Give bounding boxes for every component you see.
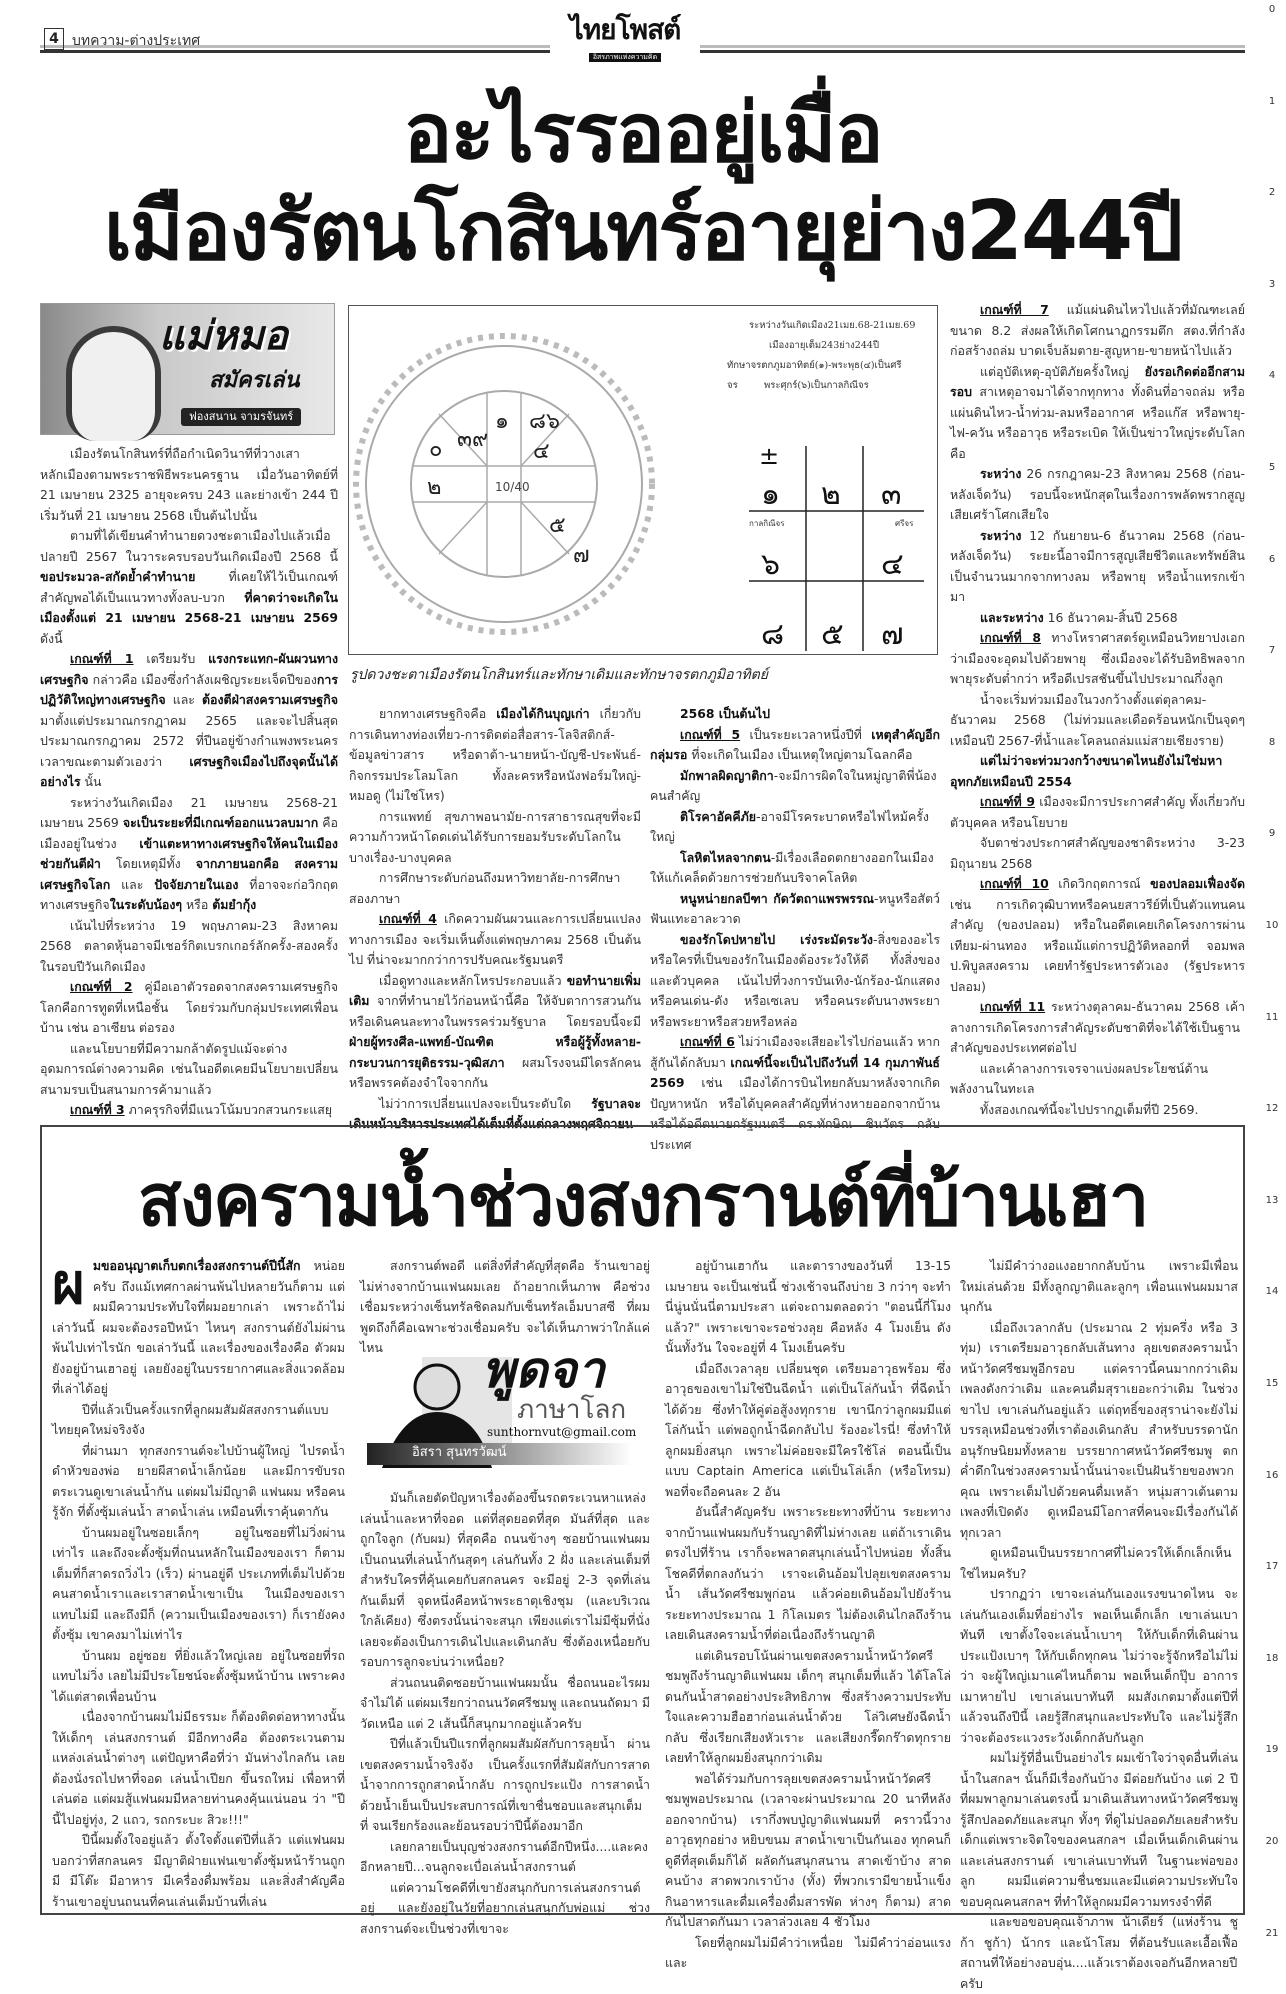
bold-text: ระหว่าง <box>980 527 1022 543</box>
paragraph: ปีที่แล้วเป็นครั้งแรกที่ลูกผมสัมผัสสงกรานต์แบบไทยยุคใหม่จริงจัง <box>52 1401 329 1437</box>
diagram-info-line: ทักษาจรตกภูมอาทิตย์(๑)-พระพุธ(๔)เป็นศรี <box>727 360 902 371</box>
bold-text: ต้องตีฝ่าสงครามเศรษฐกิจ <box>201 692 338 707</box>
paragraph: เกณฑ์ที่ 11 ระหว่างตุลาคม-ธันวาคม 2568 เค้าลางการเกิดโครงการสำคัญระดับชาติที่จะได้ใช้เป็นฐานสำคัญของประเทศต่อไป <box>950 999 1246 1055</box>
criterion-label: เกณฑ์ที่ 1 <box>70 651 134 666</box>
column-title: แม่หมอ <box>159 313 288 359</box>
ruler-mark: 1 <box>1268 95 1276 107</box>
bold-text: ต้มยำกุ้ง <box>212 897 257 912</box>
paragraph: ยากทางเศรษฐกิจคือ เมืองได้กินบุญเก่า เกี่ยวกับการเดินทางท่องเที่ยว-การติดต่อสื่อสาร-โลจิสติกส์-ข้อมูลข่าวสาร หรือดาต้า-นายหน้า-บัญชี-ประพันธ์-กิจกรรมประโลมโลก ทั้งละครหรือหนังฟอร์มใหญ่-หมอดู (ไม่ใช่โหร) <box>349 706 641 803</box>
bold-text: ปัจจัยภายในเอง <box>154 876 239 892</box>
paragraph: เกณฑ์ที่ 7 แม้แผ่นดินไหวไปแล้วที่มัณฑะเลย์ ขนาด 8.2 ส่งผลให้เกิดโศกนาฏกรรมตึก สตง.ที่กำลังก่อสร้างถล่ม บาดเจ็บล้มตาย-สูญหาย-ขายหน้าไปแล้ว <box>950 302 1245 358</box>
paragraph: ระหว่างวันเกิดเมือง 21 เมษายน 2568-21 เมษายน 2569 จะเป็นระยะที่มีเกณฑ์ออกแนวลบมาก คือเมืองอยู่ในช่วง เข้าแตะหาทางเศรษฐกิจให้คนในเมืองช่วยกันตีฝ่า โดยเหตุมีทั้ง จากภายนอกคือ สงครามเศรษฐกิจโลก และ ปัจจัยภายในเอง ที่อาจจะก่อวิกฤตทางเศรษฐกิจในระดับน้องๆ หรือ ต้มยำกุ้ง <box>40 794 339 912</box>
grid-note-right: ศรีจร <box>895 519 914 528</box>
diagram-caption: รูปดวงชะตาเมืองรัตนโกสินทร์และทักษาเดิมและทักษาจรตกภูมิอาทิตย์ <box>350 667 768 683</box>
grid-note-left: กาลกิณีจร <box>749 519 785 528</box>
ruler-mark: 20 <box>1265 1836 1279 1847</box>
paragraph: และระหว่าง 16 ธันวาคม-สิ้นปี 2568 <box>980 609 1178 625</box>
column-title: พูดจา <box>482 1341 605 1399</box>
article2-headline: สงครามน้ำช่วงสงกรานต์ที่บ้านเฮา <box>137 1158 1148 1242</box>
drop-cap: ผ <box>52 1252 85 1317</box>
diagram-info-line: พระศุกร์(๖)เป็นกาลกิณีจร <box>764 380 869 391</box>
ruler-mark: 7 <box>1268 645 1276 657</box>
bold-text: เมืองได้กินบุญเก่า <box>496 706 590 721</box>
paragraph: แต่เดินรอบโน้นผ่านเขตสงครามน้ำหน้าวัดศรีชมพูถึงร้านญาติแฟนผม เด็กๆ สนุกเต็มที่แล้ว ได้โลโล่ดนกันน้ำสาดอย่างประสิทธิภาพ ซึ่งสร้างความประทับใจและความฮือฮาก่อนเล่นน้ำด้วย โล่วิเศษยังฉีดน้ำกลับ ซึ่งเรียกเสียงหัวเราะ และเสียงกรี๊ดกร๊าดทุกราย เลยทำให้ลูกผมยิ่งสนุกกว่าเดิม <box>665 1647 951 1765</box>
criterion-label: เกณฑ์ที่ 8 <box>980 630 1042 645</box>
wheel-label: ๔ <box>533 439 550 464</box>
paragraph: มักพาลผิดญาติกา-จะมีการผิดใจในหมู่ญาติพี่น้องคนสำคัญ <box>650 767 937 803</box>
paragraph: และนโยบายที่มีความกล้าตัดรูปแม้จะต่างอุดมการณ์ต่างความคิด เช่นในอดีตเคยมีนโยบายเปลี่ยนสนามรบเป็นสนามการค้ามาแล้ว <box>40 1040 338 1097</box>
paragraph: เกณฑ์ที่ 2 คู่มือเอาตัวรอดจากสงครามเศรษฐกิจโลกคือการทูตที่เหนือชั้น โดยร่วมกับกลุ่มประเทศเพื่อนบ้าน เช่น อาเซียน ต่อรอง <box>40 979 339 1035</box>
paragraph: ตามที่ได้เขียนคำทำนายดวงชะตาเมืองไปแล้วเมื่อปลายปี 2567 ในวาระครบรอบวันเกิดเมืองปี 2568 นี้ ขอประมวล-สกัดย้ำคำทำนาย ที่เคยให้ไว้เป็นเกณฑ์สำคัญพอได้เป็นแนวทางทั้งลบ-บวก ที่คาดว่าจะเกิดในเมืองตั้งแต่ 21 เมษายน 2568-21 เมษายน 2569 ดังนี้ <box>40 528 338 646</box>
bold-text: เข้าแตะหาทางเศรษฐกิจให้คนในเมืองช่วยกันตีฝ่า <box>40 835 338 871</box>
horoscope-chart <box>349 306 939 656</box>
columnist-banner <box>40 303 335 435</box>
ruler-mark: 12 <box>1265 1103 1279 1115</box>
lead-text: หน่อยครับ ถึงแม้เทศกาลผ่านพ้นไปหลายวันก็ตาม แต่ผมมีความประทับใจที่ผมอยากเล่า เพราะถ้าไม่เล่าวันนี้ ผมจะต้องรอปีหน้า ไหนๆ สงกรานต์ยังไม่ผ่านพ้นไปเท่าไรนัก ขอเล่าวันนี้ และเรื่องของเรื่องคือ ตัวผมยังอยู่บ้านเฮาอยู่ เลยยังอยู่ในบรรยากาศและสิ่งแวดล้อมที่เล่าได้อยู่ <box>52 1258 345 1396</box>
criterion-label: เกณฑ์ที่ 11 <box>980 999 1046 1014</box>
paragraph: สงกรานต์พอดี แต่สิ่งที่สำคัญที่สุดคือ ร้านเขาอยู่ไม่ห่างจากบ้านแฟนผมเลย ถ้าอยากเห็นภาพ คือช่วงเชื่อมระหว่างเซ็นทรัลชิดลมกับเซ็นทรัลเอ็มบาสซี ที่ผมพูดถึงก็คือเฉพาะช่วงเชื่อมครับ จะได้เห็นภาพว่าใกล้แค่ไหน <box>360 1258 650 1355</box>
paragraph: ผมไม่รู้ที่อื่นเป็นอย่างไร ผมเข้าใจว่าจุดอื่นที่เล่นน้ำในสกลฯ นั้นก็มีเรื่องกันบ้าง มีต่อยกันบ้าง แต่ 2 ปีที่ผมพาลูกมาเล่นตรงนี้ มาเดินเส้นทางหน้าวัดศรีชมพู รู้สึกปลอดภัยและสนุก ทั้งๆ ที่ดูไม่ปลอดภัยเลยสำหรับเด็กแต่เพราะจิตใจของคนสกลฯ เมื่อเห็นเด็กเดินผ่านและเล่นสงกรานต์ เขาเล่นเบาทันที ในฐานะพ่อของลูก ผมมีแต่ความชื่นชมและมีแต่ความประทับใจ ขอบคุณคนสกลฯ ที่ทำให้ลูกผมมีความทรงจำที่ดี <box>960 1750 1238 1909</box>
paragraph: เกณฑ์ที่ 4 เกิดความผันผวนและการเปลี่ยนแปลงทางการเมือง จะเริ่มเห็นตั้งแต่พฤษภาคม 2568 เป็นต้นไป ที่น่าจะมากกว่าการปรับคณะรัฐมนตรี <box>349 911 641 967</box>
paragraph: การศึกษาระดับก่อนถึงมหาวิทยาลัย-การศึกษาสองภาษา <box>349 870 621 906</box>
ruler-mark: 14 <box>1265 1286 1279 1298</box>
ruler-mark: 5 <box>1268 462 1276 473</box>
bold-text: เกณฑ์นี้จะเป็นไปถึงวันที่ 14 กุมภาพันธ์ 2569 <box>650 1054 940 1090</box>
ruler-mark: 11 <box>1265 1011 1279 1023</box>
article1-column-3 <box>650 704 941 1152</box>
criterion-label: เกณฑ์ที่ 10 <box>980 876 1049 891</box>
logo-text: ไทยโพสต์ <box>569 13 681 46</box>
bold-text: ขอประมวล-สกัดย้ำคำทำนาย <box>40 569 196 584</box>
headline-line-2: เมืองรัตนโกสินทร์อายุย่าง244ปี <box>103 184 1182 279</box>
paragraph: เมื่อดูทางและหลักโหรประกอบแล้ว ขอทำนายเพิ่มเติม จากที่ทำนายไว้ก่อนหน้านี้คือ ให้จับตาการสวนกันหรือเดินคนละทางในพรรคร่วมรัฐบาล โดยรอบนี้จะมี ฝ่ายผู้ทรงศีล-แพทย์-บัณฑิต หรือผู้รู้ทั้งหลาย-กระบวนการยุติธรรม-วุฒิสภา ผสมโรงจนมีไดรลักคนหรือพรรคต้องจำใจจากกัน <box>349 972 641 1090</box>
paragraph: ทั้งสองเกณฑ์นี้จะไปปรากฏเต็มที่ปี 2569. <box>980 1101 1199 1117</box>
ruler-mark: 0 <box>1268 4 1276 15</box>
horoscope-diagram <box>348 305 938 655</box>
paragraph: เกณฑ์ที่ 5 เป็นระยะเวลาหนึ่งปีที่ เหตุสำคัญอีกกลุ่มรอ ที่จะเกิดในเมือง เป็นเหตุใหญ่ตามโฉลกคือ <box>650 726 941 762</box>
paragraph: เกณฑ์ที่ 1 เตรียมรับ แรงกระแทก-ผันผวนทางเศรษฐกิจ กล่าวคือ เมืองซึ่งกำลังเผชิญระยะเจ็ดปีของการปฏิวัติใหญ่ทางเศรษฐกิจ และ ต้องตีฝ่าสงครามเศรษฐกิจ มาตั้งแต่ประมาณกรกฎาคม 2565 และจะไปสิ้นสุดประมาณกรกฎาคม 2572 ที่ปีนอยู่ข้างกำแพงพระนครเวลาขณะตามตัวเองว่า เศรษฐกิจเมืองไปถึงจุดนั้นได้อย่างไร นั้น <box>40 651 339 789</box>
ruler-mark: 6 <box>1268 553 1276 565</box>
bold-text: ขอทำนายเพิ่มเติม <box>349 972 641 1008</box>
paragraph: เนื่องจากบ้านผมไม่มีธรรมะ ก็ต้องติดต่อหาทางนั้นให้เด็กๆ เล่นสงกรานต์ มีอีกทางคือ ต้องตระเวนตามแหล่งเล่นน้ำต่างๆ แต่ปัญหาคือที่ว่า มันห่างไกลกัน เลยต้องนั่งรถไปหาที่จอด เล่นน้ำเปียก ขึ้นรถใหม่ เพื่อหาที่เล่นต่อ แต่ผมสู้แฟนผมมีหลายท่านคงคุ้นแน่นอน ว่า "ปีนี้ไปอยู่ทุ่ง, 2 แถว, รถกระบะ สิวะ!!!" <box>52 1709 345 1827</box>
bold-text: ระหว่าง <box>980 466 1022 481</box>
bold-text: ฝ่ายผู้ทรงศีล-แพทย์-บัณฑิต หรือผู้รู้ทั้งหลาย-กระบวนการยุติธรรม-วุฒิสภา <box>349 1034 641 1070</box>
wheel-label: ๓๙ <box>457 427 489 452</box>
bold-text: ที่คาดว่าจะเกิดในเมืองตั้งแต่ 21 เมษายน 2568-21 เมษายน 2569 <box>40 589 338 625</box>
article2-column-4 <box>960 1256 1238 1991</box>
ruler-mark: 19 <box>1265 1744 1279 1756</box>
paragraph: ไม่มีคำว่างอแงอยากกลับบ้าน เพราะมีเพื่อนใหม่เล่นด้วย มีทั้งลูกญาติและลูกๆ เพื่อนแฟนผมมาสนุกกัน <box>960 1258 1238 1314</box>
paragraph <box>650 704 940 725</box>
criterion-label: เกณฑ์ที่ 6 <box>680 1034 735 1049</box>
taksa-grid-number: ๓ <box>881 477 902 512</box>
paragraph: บ้านผม อยู่ซอย ที่ยิ่งแล้วใหญ่เลย อยู่ในซอยที่รถแทบไม่วิ่ง เลยไม่มีประโยชน์จะตั้งซุ้มหน้าบ้าน เพราะคงได้แต่สาดเพื่อนบ้าน <box>52 1647 345 1704</box>
paragraph: โลหิตไหลจากตน-มีเรื่องเลือดตกยางออกในเมือง ให้แก้เคล็ดด้วยการช่วยกันบริจาคโลหิต <box>650 849 934 885</box>
paragraph: ส่วนถนนติดซอยบ้านแฟนผมนั้น ชื่อถนนอะไรผมจำไม่ได้ แต่ผมเรียกว่าถนนวัดศรีชมพู และถนนถัดมา มีวัดเหนือ แต่ 2 เส้นนี้ก็สนุกมากอยู่แล้วครับ <box>360 1674 650 1731</box>
article2-column-1-body <box>52 1400 345 1913</box>
diagram-info-line: ระหว่างวันเกิดเมือง21เมย.68-21เมย.69 <box>749 320 916 331</box>
taksa-grid-number: ๒ <box>821 477 841 512</box>
paragraph: ที่ผ่านมา ทุกสงกรานต์จะไปบ้านผู้ใหญ่ ไปรดน้ำดำหัวของพ่อ ยายผีสาดน้ำเล็กน้อย และมีการขับรถตระเวนดูเขาเล่นน้ำกัน แต่ผมไม่มีญาติ แฟนผม หรือคนรู้จัก ที่ตั้งซุ้มเล่นน้ำ สาดน้ำเล่น เหมือนที่เราคุ้นตากัน <box>52 1442 345 1519</box>
diagram-info <box>727 320 915 391</box>
logo-tagline: อิสรภาพแห่งความคิด <box>589 53 661 62</box>
taksa-grid-number: ๑ <box>761 477 781 512</box>
wheel-label: ๑ <box>495 409 509 434</box>
bold-text: มักพาลผิดญาติกา <box>680 767 774 783</box>
paragraph: ดูเหมือนเป็นบรรยากาศที่ไม่ควรให้เด็กเล็กเห็นใช่ไหมครับ? <box>960 1545 1232 1581</box>
bold-text: จากภายนอกคือ สงครามเศรษฐกิจโลก <box>40 856 338 892</box>
bold-text: แรงกระแทก-ผันผวนทางเศรษฐกิจ <box>40 651 339 687</box>
bold-text: รัฐบาลจะเดินหน้าบริหารประเทศได้เต็มที่ตั้งแต่กลางพฤศจิกายน <box>349 1095 641 1131</box>
paragraph: เน้นไปที่ระหว่าง 19 พฤษภาคม-23 สิงหาคม 2568 ตลาดหุ้นอาจมีเชอร์กิตเบรกเกอร์ลักครั้ง-สองครั้งในรอบปีวันเกิดเมือง <box>40 917 338 974</box>
paragraph: ปีนี้ผมตั้งใจอยู่แล้ว ตั้งใจตั้งแต่ปีที่แล้ว แต่แฟนผมบอกว่าที่สกลนคร มีญาติฝ่ายแฟนเขาตั้งซุ้มหน้าร้านถูกมี มีโต๊ะ มีอาหาร มีเครื่องดื่มพร้อม และสิ่งสำคัญคือ ร้านเขาอยู่บนถนนที่คนเล่นเต็มบ้านที่เล่น <box>52 1832 345 1909</box>
taksa-grid-number: ๖ <box>761 547 781 582</box>
ruler-mark: 3 <box>1268 278 1276 290</box>
headline-line-1: อะไรรออยู่เมื่อ <box>403 86 882 181</box>
wheel-label: ๒ <box>427 475 442 500</box>
ruler-mark: 18 <box>1265 1652 1279 1664</box>
ruler-mark: 4 <box>1268 370 1276 382</box>
paragraph: อยู่บ้านเฮากัน และตารางของวันที่ 13-15 เมษายน จะเป็นเช่นนี้ ช่วงเช้าจนถึงบ่าย 3 กว่าๆ จะทำนี่นู่นนั่นนี่ตามประสา แต่จะถามตลอดว่า "ตอนนี้กี่โมงแล้ว?" เพราะเขาจะรอช่วงลุย คือหลัง 4 โมงเย็น ดังนั้นทั้งวัน ใจจะอยู่ที่ 4 โมงเย็นครับ <box>665 1258 951 1355</box>
paragraph: เมื่อถึงเวลาลุย เปลี่ยนชุด เตรียมอาวุธพร้อม ซึ่งอาวุธของเขาไม่ใช่ปืนฉีดน้ำ แต่เป็นโล่กันน้ำ ที่ฉีดน้ำได้ด้วย ซึ่งทำให้คู่ต่อสู้งงทุกราย เขานึกว่าลูกผมมีแต่โล่กันน้ำ แต่พอถูกน้ำฉีดกลับไป ร้องอะไรนี่! ซึ่งทำให้ลูกผมยิ่งสนุก เพราะไม่ค่อยจะมีใครใช้โล่ ตอนนี้เป็นแบบ Captain America แต่เป็นโล่เล็ก (หรือโทรม) พอที่จะถือคนละ 2 อัน <box>665 1360 951 1499</box>
bold-text: ติโรคาอัคคีภัย <box>680 808 757 824</box>
paragraph: อันนี้สำคัญครับ เพราะระยะทางที่บ้าน ระยะทางจากบ้านแฟนผมกับร้านญาติที่ไม่ห่างเลย แต่ถ้าเราเดินตรงไปที่ร้าน เราก็จะพลาดสนุกเล่นน้ำไปหน่อย ทั้งสิ้น โชคดีที่ตกลงกันว่า เราจะเดินอ้อมไปลุยเขตสงครามน้ำ เส้นวัดศรีชมพูก่อน แล้วค่อยเดินอ้อมไปยังร้าน ระยะทางประมาณ 1 กิโลเมตร ไม่ต้องเดินไกลถึงร้าน เลยเดินสงครามน้ำที่ต่อเนื่องถึงร้านญาติ <box>665 1504 951 1642</box>
columnist-name: อิสรา สุนทรวัฒน์ <box>412 1445 507 1460</box>
paragraph: น้ำจะเริ่มท่วมเมืองในวงกว้างตั้งแต่ตุลาคม-ธันวาคม 2568 (ไม่ท่วมและเดือดร้อนหนักเป็นจุดๆ เหมือนปี 2567-ที่น้ำและโคลนถล่มแม่สายเชียงราย) <box>950 691 1245 748</box>
bold-text: ยังรอเกิดต่ออีกสามรอบ <box>950 363 1245 399</box>
article2-column-2 <box>360 1488 650 1936</box>
paragraph: เมืองรัตนโกสินทร์ที่ถือกำเนิดวินาทีที่วางเสาหลักเมืองตามพระราชพิธีพระนครฐาน เมื่อวันอาทิตย์ที่ 21 เมษายน 2325 อายุจะครบ 243 และย่างเข้า 244 ปี เริ่มวันที่ 21 เมษายน 2568 เป็นต้นไปนั้น <box>40 446 338 523</box>
bold-text: โลหิตไหลจากตน <box>680 849 771 865</box>
paragraph: เกณฑ์ที่ 6 ไม่ว่าเมืองจะเสียอะไรไปก่อนแล้ว หากสู้กันได้กลับมา เกณฑ์นี้จะเป็นไปถึงวันที่ 14 กุมภาพันธ์ 2569 เช่น เมืองได้การบินไทยกลับมาหลังจากเกิดปัญหาหนัก หรือได้บุคคลสำคัญที่ห่างหายออกจากบ้าน หรือได้อดีตนายกรัฐมนตรี ดร.ทักษิณ ชินวัตร กลับประเทศ <box>650 1034 940 1152</box>
columnist-email[interactable]: sunthornvut@gmail.com <box>487 1425 637 1439</box>
paragraph: เมื่อถึงเวลากลับ (ประมาณ 2 ทุ่มครึ่ง หรือ 3 ทุ่ม) เราเตรียมอาวุธกลับเส้นทาง ลุยเขตสงครามน้ำหน้าวัดศรีชมพูอีกรอบ แต่คราวนี้คนมากกว่าเดิม เพลงดังกว่าเดิม และคนดื่มสุราเยอะกว่าเดิม ในช่วงขาไป เขาเล่นกันอยู่แล้ว แต่ฤทธิ์ของสุราน่าจะยังไม่บรรลุเหมือนช่วงที่เราต้องเดินกลับ สำหรับบรรดานักอนุรักษนิยมทั้งหลาย บรรยากาศหน้าวัดศรีชมพู ตกค่ำดึกในช่วงสงครามน้ำนั้นน่าจะเป็นฝันร้ายของพวกคุณ เพราะเต็มไปด้วยคนดื่มเหล้า หนุ่มสาวเต้นตามเพลงที่เปิดดัง ดูเหมือนมีโอกาสที่คนจะมีเรื่องกันได้ทุกเวลา <box>960 1319 1238 1540</box>
paragraph: ไม่ว่าการเปลี่ยนแปลงจะเป็นระดับใด รัฐบาลจะเดินหน้าบริหารประเทศได้เต็มที่ตั้งแต่กลางพฤศจิกายน <box>349 1095 641 1131</box>
ruler-mark: 2 <box>1268 187 1276 199</box>
paragraph: เกณฑ์ที่ 10 เกิดวิกฤตการณ์ ของปลอมเฟื่องจัด เช่น การเกิดวุฒิบาทหรือคนยสาวรีย์ที่เป็นตัวแทนคนสำคัญ (ของปลอม) หรือในอดีตเคยเกิดโครงการผ่านเทียม-ผ่านทอง หรือแม้แต่การปฏิวัติหลอกที่ จอมพล ป.พิบูลสงคราม เคยทำรัฐประหารตัวเอง (รัฐประหารปลอม) <box>950 876 1246 994</box>
lead-bold: มขออนุญาตเก็บตกเรื่องสงกรานต์ปีนี้สัก <box>92 1258 301 1273</box>
page-number: 4 <box>44 28 64 50</box>
article1-column-4 <box>950 300 1245 1116</box>
section-title: บทความ-ต่างประเทศ <box>72 33 201 49</box>
diagram-info-line: จร <box>727 380 738 391</box>
paragraph: เกณฑ์ที่ 9 เมืองจะมีการประกาศสำคัญ ทั้งเกี่ยวกับตัวบุคคล หรือนโยบาย <box>950 794 1245 830</box>
ruler-mark: 16 <box>1265 1469 1279 1481</box>
wheel-label: ๐ <box>429 437 443 462</box>
bold-text: ของปลอมเฟื่องจัด <box>1150 876 1246 891</box>
ruler-mark: 17 <box>1265 1561 1279 1573</box>
wheel <box>356 336 652 632</box>
criterion-label: เกณฑ์ที่ 2 <box>70 979 133 994</box>
paragraph: เกณฑ์ที่ 3 ภาครุรกิจที่มีแนวโน้มบวกสวนกระแสยุ <box>70 1102 333 1117</box>
paragraph: บ้านผมอยู่ในซอยเล็กๆ อยู่ในซอยที่ไม่วิ่งผ่านเท่าไร และถึงจะตั้งซุ้มที่ถนนหลักในเมืองของเรา ก็ตามเต็มที่ก็สาดรถวิ่งไว (เร็ว) ผ่านอยู่ดี ประเภทที่เต็มไปด้วยคนสาดน้ำเราและเราสาดน้ำเขาเป็น ในเมืองของเราแทบไม่มี และถึงมีก็ (ความเป็นเมืองของเรา) ก็เรายังคงตั้งซุ้ม เขาคงมาไม่เท่าไร <box>52 1524 345 1642</box>
wheel-label: ๘๖ <box>529 409 560 434</box>
criterion-label: เกณฑ์ที่ 5 <box>680 726 741 742</box>
taksa-grid-numbers <box>761 477 904 652</box>
paragraph: แต่ความโชคดีที่เขายังสนุกกับการเล่นสงกรานต์อยู่ และยังอยู่ในวัยที่อยากเล่นสนุกกับพ่อแม่ ช่วงสงกรานต์จะเป็นช่วงที่เขาจะ <box>360 1879 650 1936</box>
column-subtitle: ภาษาโลก <box>517 1395 627 1425</box>
paragraph <box>950 751 1245 792</box>
bold-text: แต่ไม่ว่าจะท่วมวงกว้างขนาดไหนยังไม่ใช่มหาอุทกภัยเหมือนปี 2554 <box>950 753 1223 789</box>
article2-column-1 <box>52 1252 345 1909</box>
article2-column-3 <box>665 1256 951 1970</box>
paragraph: พอได้ร่วมกับการลุยเขตสงครามน้ำหน้าวัดศรีชมพูพอประมาณ (เวลาจะผ่านประมาณ 20 นาทีหลังออกจากบ้าน) เรากึ่งพบปู่ญาติแฟนผมที่ คราวนี้วางอาวุธทุกอย่าง หยิบขนม สาดน้ำเขาเป็นกันเอง ทุกคนก็ดูดีที่สุดเต็มก็ได้ ผลัดกันสนุกสนาน สาดเข้าบ้าง สาดคนบ้าง สาดพวกเราบ้าง (ทั้ง) ที่พวกเรามีขายน้ำแข็ง กินอาหารและดื่มเครื่องดื่มสารพัด ห่างๆ ก็ตาม) สาดกันไปสาดกันมา เวลาล่วงเลย 4 ชั่วโมง <box>665 1770 951 1929</box>
wheel-label: ๕ <box>549 513 566 538</box>
paragraph: เกณฑ์ที่ 8 ทางโหราศาสตร์ดูเหมือนวิทยาปงเอกว่าเมืองจะอุดมไปด้วยพายุ ซึ่งเมืองจะได้รับอิทธิพลจากพายุระดับต่ำกว่า หรือดีเปรสชันขึ้นไปประมาณกึ่งลูก <box>950 630 1246 686</box>
taksa-grid-number: ๗ <box>881 617 904 652</box>
newspaper-logo <box>550 13 700 61</box>
column-subtitle: สมัครเล่น <box>209 368 300 393</box>
criterion-label: เกณฑ์ที่ 4 <box>379 911 437 926</box>
bold-text: จะเป็นระยะที่มีเกณฑ์ออกแนวลบมาก <box>122 815 319 830</box>
paragraph: เลยกลายเป็นบุญช่วงสงกรานต์อีกปีหนึ่ง....และคงอีกหลายปี...จนลูกจะเบื่อเล่นน้ำสงกรานต์ <box>360 1838 648 1874</box>
paragraph: และเค้าลางการเจรจาแบ่งผลประโยชน์ด้านพลังงานในทะเล <box>950 1060 1208 1096</box>
article2-column-2-top <box>360 1256 650 1355</box>
ruler-mark: 15 <box>1265 1378 1279 1389</box>
paragraph: โดยที่ลูกผมไม่มีคำว่าเหนื่อย ไม่มีคำว่าอ่อนแรง และ <box>665 1934 951 1970</box>
bold-text: หนูหน่ายกลบีฑา กัดวัตถาแพรพรรณ <box>680 890 875 906</box>
paragraph: หนูหน่ายกลบีฑา กัดวัตถาแพรพรรณ-หนูหรือสัตว์ฟันแทะอาละวาด <box>650 890 940 926</box>
wheel-center-label: 10/40 <box>495 480 530 494</box>
ruler-mark: 21 <box>1265 1927 1279 1939</box>
diagram-info-line: เมืองอายุเต็ม243ย่าง244ปี <box>769 340 879 351</box>
bold-text: ของรักโดปหายไป เร่งระมัดระวัง <box>680 931 873 947</box>
paragraph: การแพทย์ สุขภาพอนามัย-การสาธารณสุขที่จะมีความก้าวหน้าโดดเด่นได้รับการยอมรับระดับโลกในบางเรื่อง-บางบุคคล <box>349 808 641 865</box>
bold-text: และระหว่าง <box>980 609 1044 625</box>
taksa-grid-number: ๕ <box>821 617 844 652</box>
taksa-grid-number: ๘ <box>761 617 785 652</box>
bold-text: ในระดับน้องๆ <box>109 897 183 912</box>
lagna-mark: ± <box>759 442 780 470</box>
paragraph: ปีที่แล้วเป็นปีแรกที่ลูกผมสัมผัสกับการลุยน้ำ ผ่านเขตสงครามน้ำจริงจัง เป็นครั้งแรกที่สัมผัสกับการสาดน้ำจากการถูกสาดน้ำกลับ การถูกประแป้ง การสาดน้ำด้วยน้ำเย็นเป็นประสบการณ์ที่เขาชื่นชอบและสนุกเต็มที่ จนเรียกร้องและย้อนรอบว่าปีนี้ต้องมาอีก <box>360 1736 650 1833</box>
article1-column-1 <box>40 444 338 1116</box>
bold-text: การปฏิวัติใหญ่ทางเศรษฐกิจ <box>40 671 338 707</box>
columnist-name: ฟองสนาน จามรจันทร์ <box>181 408 301 426</box>
paragraph: ปรากฏว่า เขาจะเล่นกันเองแรงขนาดไหน จะเล่นกันเองเต็มที่อย่างไร พอเห็นเด็กเล็ก เขาเล่นเบาทันที เขาตั้งใจจะเล่นน้ำเบาๆ ให้กับเด็กที่เดินผ่าน ประแป้งเบาๆ ให้กับเด็กทุกคน ไม่ว่าจะรู้จักหรือไม่ไม่ว่า จะผู้ใหญ่เมาแค่ไหนก็ตาม พอเห็นเด็กปุ๊บ อาการเมาหายไป เขาเล่นเบาทันที ผมสังเกตมาตั้งแต่ปีที่แล้วจนถึงปีนี้ เลยรู้สึกสนุกและประทับใจ และไม่รู้สึกว่าจะต้องระแวงระวังเด็กกลับกันลูก <box>960 1586 1238 1745</box>
bold-text: เศรษฐกิจเมืองไปถึงจุดนั้นได้อย่างไร <box>40 753 338 789</box>
bold-text: 2568 เป็นต้นไป <box>680 706 770 721</box>
ruler-mark: 8 <box>1268 736 1276 748</box>
ruler-mark: 13 <box>1265 1194 1279 1206</box>
criterion-label: เกณฑ์ที่ 3 <box>70 1102 125 1117</box>
paragraph: ระหว่าง 12 กันยายน-6 ธันวาคม 2568 (ก่อน-หลังเจ็ดวัน) ระยะนี้อาจมีการสูญเสียชีวิตและทรัพย์สินเป็นจำนวนมากจากทางลม หรือพายุ หรือน้ำแทรกเข้ามา <box>950 527 1245 604</box>
wheel-label: ๗ <box>573 543 590 568</box>
ruler-mark: 9 <box>1268 828 1276 840</box>
paragraph: และขอขอบคุณเจ้าภาพ น้าเดียร์ (แห่งร้าน ชูก้า ชูก้า) น้ากร และน้าโสม ที่ต้อนรับและเอื้อเฟื้อสถานที่ให้อย่างอบอุ่น....แล้วเราต้องเจอกันอีกหลายปีครับ <box>960 1914 1238 1991</box>
column-logo-banner <box>362 1341 637 1468</box>
criterion-label: เกณฑ์ที่ 9 <box>980 794 1035 809</box>
paragraph: ระหว่าง 26 กรกฎาคม-23 สิงหาคม 2568 (ก่อน-หลังเจ็ดวัน) รอบนี้จะหนักสุดในเรื่องการพลัดพรากสูญเสียเศร้าโศกเสียใจ <box>950 466 1245 522</box>
criterion-label: เกณฑ์ที่ 7 <box>980 302 1049 317</box>
taksa-grid-number: ๔ <box>881 547 904 582</box>
paragraph: แต่อุบัติเหตุ-อุบัติภัยครั้งใหญ่ ยังรอเกิดต่ออีกสามรอบ สาเหตุอาจมาได้จากทุกทาง ทั้งดินที่อาจถล่ม หรือแผ่นดินไหว-น้ำท่วม-ลมหรืออากาศ หรือแก๊ส หรือพายุ-ไฟ-ควัน หรืออาวุธ หรือระเบิด ให้เป็นข่าวใหญ่ระดับโลกคือ <box>950 363 1245 461</box>
ruler-mark: 10 <box>1265 920 1279 931</box>
article1-column-2 <box>349 704 641 1131</box>
paragraph: ของรักโดปหายไป เร่งระมัดระวัง-สิ่งของอะไรหรือใครที่เป็นของรักในเมืองต้องระวังให้ดี ทั้งสิ่งของและตัวบุคคล เน้นไปที่วงการบันเทิง-นักร้อง-นักแสดง หรือคนเด่น-ดัง หรือเซเลบ หรือคนระดับนางพระยา หรือพระยาหรือสวยหรือหล่อ <box>650 931 940 1029</box>
paragraph: มันก็เลยตัดปัญหาเรื่องต้องขึ้นรถตระเวนหาแหล่งเล่นน้ำและหาที่จอด แต่ที่สุดยอดที่สุด มันส์ที่สุด และถูกใจลูก (กับผม) ที่สุดคือ ถนนข้างๆ ซอยบ้านแฟนผมเป็นถนนที่เล่นน้ำกันสุดๆ เล่นกันทั้ง 2 ฝั่ง และเล่นเต็มที่ สำหรับใครที่คุ้นเคยกับสกลนคร จะมีอยู่ 2-3 จุดที่เล่นกันเต็มที่ จุดหนึ่งคือหน้าพระธาตุเชิงชุม (และบริเวณใกล้เคียง) ซึ่งตรงนั้นน่าจะสนุก เพียงแต่เราไม่มีซุ้มที่นั่งเลยจะต้องเป็นการเดินไปและเดินกลับ ซึ่งต้องเหนื่อยกับรอบการลูกจะบ่นว่าเหนื่อย? <box>360 1490 650 1669</box>
bold-text: เหตุสำคัญอีกกลุ่มรอ <box>650 726 941 762</box>
paragraph: ติโรคาอัคคีภัย-อาจมีโรคระบาดหรือไฟไหม้ครั้งใหญ่ <box>650 808 929 844</box>
columnist-photo <box>66 326 161 441</box>
paragraph: จับตาช่วงประกาศสำคัญของชาติระหว่าง 3-23 มิถุนายน 2568 <box>950 835 1245 871</box>
